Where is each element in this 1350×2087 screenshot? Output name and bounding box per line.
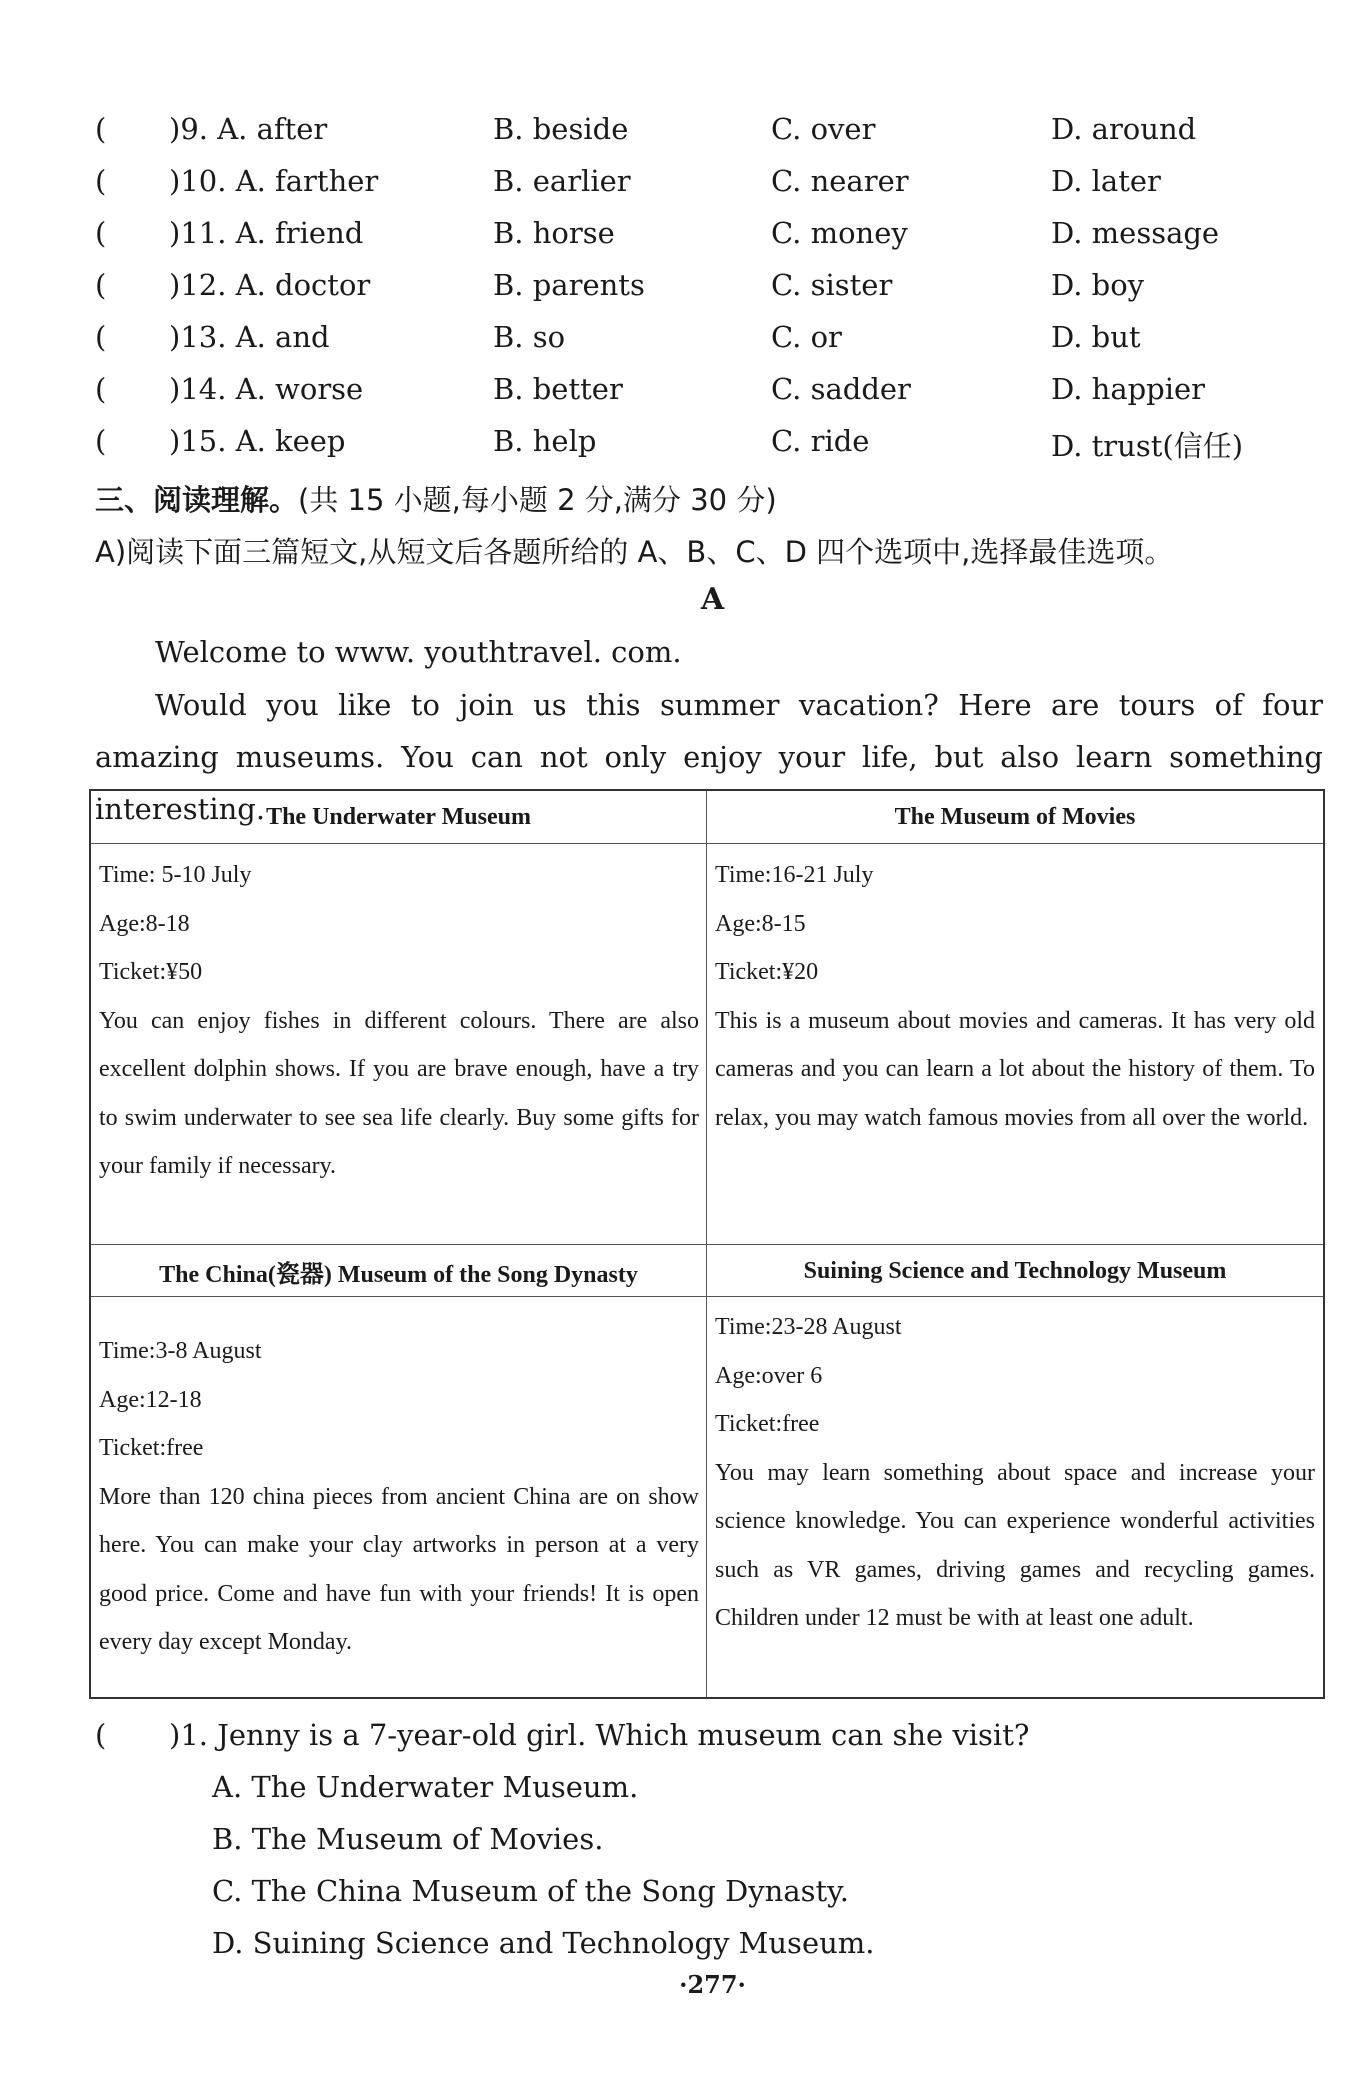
- museum-ticket: Ticket:¥20: [715, 959, 819, 985]
- choice-option-c: C. or: [771, 320, 842, 354]
- choice-option-b: B. help: [493, 424, 597, 458]
- choice-option-a: )13. A. and: [169, 320, 330, 354]
- choice-option-c: C. sadder: [771, 372, 911, 406]
- museum-description: You may learn something about space and increase your science knowledge. You can experience wonderful activities such as VR games, driving games and recycling games. Children under 12 must be with at least one adult.: [715, 1459, 1315, 1631]
- question-option-b: B. The Museum of Movies.: [212, 1822, 604, 1856]
- museum-time: Time:23-28 August: [715, 1314, 902, 1340]
- choice-option-c: C. money: [771, 216, 908, 250]
- choice-option-d: D. later: [1051, 164, 1161, 198]
- choice-option-b: B. earlier: [493, 164, 631, 198]
- choice-option-b: B. horse: [493, 216, 615, 250]
- choice-option-d: D. trust(信任): [1051, 429, 1244, 463]
- museum-ticket: Ticket:free: [99, 1435, 204, 1461]
- choice-row-14: [95, 372, 1325, 412]
- choice-option-a: )15. A. keep: [169, 424, 346, 458]
- choice-option-a: )11. A. friend: [169, 216, 364, 250]
- choice-option-c: C. ride: [771, 424, 870, 458]
- question-option-d: D. Suining Science and Technology Museum.: [212, 1926, 875, 1960]
- choice-row-11: [95, 216, 1325, 256]
- museum-time: Time:3-8 August: [99, 1338, 262, 1364]
- choice-option-a: )12. A. doctor: [169, 268, 371, 302]
- choice-option-a: )10. A. farther: [169, 164, 379, 198]
- choice-option-b: B. parents: [493, 268, 645, 302]
- museum-info-cell: [99, 1327, 699, 1667]
- answer-blank[interactable]: (: [95, 1718, 107, 1752]
- choice-row-15: [95, 424, 1325, 464]
- museum-table: [89, 789, 1325, 1699]
- museum-ticket: Ticket:free: [715, 1411, 820, 1437]
- museum-description: More than 120 china pieces from ancient China are on show here. You can make your clay artworks in person at a very good price. Come and have fun with your friends! It is open every day except Monday.: [99, 1483, 699, 1655]
- answer-blank[interactable]: (: [95, 424, 107, 458]
- museum-ticket: Ticket:¥50: [99, 959, 203, 985]
- museum-time: Time:16-21 July: [715, 862, 874, 888]
- table-divider: [91, 843, 1323, 844]
- question-option-c: C. The China Museum of the Song Dynasty.: [212, 1874, 849, 1908]
- museum-age: Age:8-18: [99, 910, 190, 937]
- choice-row-12: [95, 268, 1325, 308]
- section-instruction: A)阅读下面三篇短文,从短文后各题所给的 A、B、C、D 四个选项中,选择最佳选项。: [95, 535, 1174, 569]
- answer-blank[interactable]: (: [95, 164, 107, 198]
- choice-option-d: D. boy: [1051, 268, 1145, 302]
- museum-name-header: Suining Science and Technology Museum: [803, 1257, 1227, 1284]
- answer-blank[interactable]: (: [95, 372, 107, 406]
- passage-paragraph: Would you like to join us this summer vacation? Here are tours of four amazing museums. You can not only enjoy your life, but also learn something interesting.: [95, 688, 1323, 826]
- museum-description: You can enjoy fishes in different colours. There are also excellent dolphin shows. If you are brave enough, have a try to swim underwater to see sea life clearly. Buy some gifts for your family if necessary.: [99, 1007, 699, 1179]
- museum-age: Age:8-15: [715, 910, 806, 937]
- museum-info-cell: [99, 851, 699, 1191]
- choice-option-d: D. message: [1051, 216, 1220, 250]
- passage-letter: A: [700, 582, 725, 617]
- museum-description: This is a museum about movies and cameras. It has very old cameras and you can learn a lot about the history of them. To relax, you may watch famous movies from all over the world.: [715, 1007, 1315, 1131]
- museum-info-cell: [715, 1303, 1315, 1643]
- choice-option-b: B. better: [493, 372, 623, 406]
- answer-blank[interactable]: (: [95, 112, 107, 146]
- museum-name-header: The China(瓷器) Museum of the Song Dynasty: [159, 1261, 638, 1288]
- choice-option-b: B. so: [493, 320, 566, 354]
- museum-info-cell: [715, 851, 1315, 1142]
- choice-option-a: )9. A. after: [169, 112, 328, 146]
- choice-option-d: D. around: [1051, 112, 1197, 146]
- museum-age: Age:over 6: [715, 1362, 823, 1389]
- choice-option-c: C. sister: [771, 268, 893, 302]
- choice-option-c: C. over: [771, 112, 876, 146]
- museum-age: Age:12-18: [99, 1386, 202, 1413]
- choice-option-a: )14. A. worse: [169, 372, 364, 406]
- page-number: ·277·: [679, 1970, 746, 1999]
- question-stem: )1. Jenny is a 7-year-old girl. Which museum can she visit?: [169, 1718, 1030, 1752]
- answer-blank[interactable]: (: [95, 216, 107, 250]
- question-option-a: A. The Underwater Museum.: [212, 1770, 639, 1804]
- choice-option-d: D. happier: [1051, 372, 1206, 406]
- choice-option-b: B. beside: [493, 112, 629, 146]
- answer-blank[interactable]: (: [95, 320, 107, 354]
- museum-name-header: The Museum of Movies: [894, 803, 1136, 830]
- section-title: 三、阅读理解。: [95, 483, 299, 517]
- choice-option-c: C. nearer: [771, 164, 909, 198]
- museum-name-header: The Underwater Museum: [266, 803, 531, 830]
- answer-blank[interactable]: (: [95, 268, 107, 302]
- section-score: (共 15 小题,每小题 2 分,满分 30 分): [298, 483, 777, 517]
- passage-intro: Welcome to www. youthtravel. com.: [155, 635, 682, 669]
- section-heading: [95, 478, 777, 519]
- choice-row-10: [95, 164, 1325, 204]
- choice-row-9: [95, 112, 1325, 152]
- choice-option-d: D. but: [1051, 320, 1141, 354]
- museum-time: Time: 5-10 July: [99, 862, 252, 888]
- choice-row-13: [95, 320, 1325, 360]
